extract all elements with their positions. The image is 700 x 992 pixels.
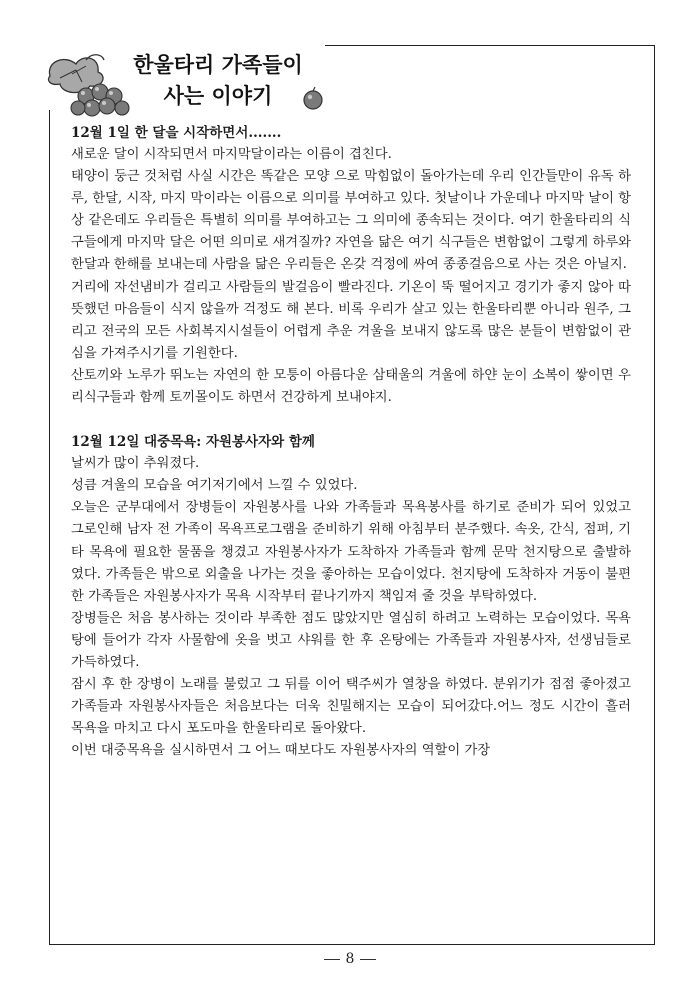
section-2-paragraph: 날씨가 많이 추워졌다. (71, 456, 200, 472)
title-line-1: 한울타리 가족들이 (133, 53, 303, 77)
page-number: 8 (345, 951, 355, 967)
section-1-paragraph: 산토끼와 노루가 뛰노는 자연의 한 모퉁이 아름다운 삼태울의 겨울에 하얀 눈이 소복이 쌓이면 우리식구들과 함께 토끼몰이도 하면서 건강하게 보내야지. (71, 367, 631, 406)
page-title (108, 50, 328, 112)
section-1-title: 12월 1일 한 달을 시작하면서....... (71, 125, 282, 141)
section-2-paragraph: 오늘은 군부대에서 장병들이 자원봉사를 나와 가족들과 목욕봉사를 하기로 준비가 되어 있었고 그로인해 남자 전 가족이 목욕프로그램을 준비하기 위해 아침부터 분주했다. 속옷, 간식, 점퍼, 기타 목욕에 필요한 물품을 챙겼고 자원봉사자가 도착하자 가족들과 함께 문막 천지탕으로 출발하였다. 가족들은 밖으로 외출을 나가는 것을 좋아하는 모습이었다. 천지탕에 도착하자 거동이 불편한 가족들은 자원봉사자가 목욕 시작부터 끝나기까지 책임져 줄 것을 부탁하였다. (71, 500, 631, 604)
section-1-paragraph: 새로운 달이 시작되면서 마지막달이라는 이름이 겹친다. (71, 147, 392, 162)
section-2-paragraph: 잠시 후 한 장병이 노래를 불렀고 그 뒤를 이어 택주씨가 열창을 하였다. 분위기가 점점 좋아졌고 가족들과 자원봉사자들은 처음보다는 더욱 친밀해지는 모습이 되어갔다.어느 정도 시간이 흘러 목욕을 마치고 다시 포도마을 한울타리로 돌아왔다. (71, 677, 631, 737)
section-2-paragraph: 성큼 겨울의 모습을 여기저기에서 느낄 수 있었다. (71, 478, 358, 494)
footer-dash-left (324, 959, 340, 960)
section-1-paragraph: 거리에 자선냄비가 걸리고 사람들의 발걸음이 빨라진다. 기온이 뚝 떨어지고 경기가 좋지 않아 따뜻했던 마음들이 식지 않을까 걱정도 해 본다. 비록 우리가 살고 있는 한울타리뿐 아니라 원주, 그리고 전국의 모든 사회복지시설들이 어렵게 추운 겨울을 보내지 않도록 많은 분들이 변함없이 관심을 가져주시기를 기원한다. (71, 279, 631, 361)
frame-top-line (325, 45, 655, 46)
footer-dash-right (360, 959, 376, 960)
section-1-paragraph: 태양이 둥근 것처럼 사실 시간은 똑같은 모양 으로 막힘없이 돌아가는데 우리 인간들만이 유독 하루, 한달, 시작, 마지 막이라는 이름으로 의미를 부여하고 있다. 첫날이나 가운데나 마지막 날이 항상 같은데도 우리들은 특별히 의미를 부여하고는 그 의미에 종속되는 것이다. 여기 한울타리의 식구들에게 마지막 달은 어떤 의미로 새겨질까? 자연을 닮은 여기 식구들은 변함없이 그렇게 하루와 한달과 한해를 보내는데 사람을 닮은 우리들은 온갖 걱정에 싸여 종종걸음으로 사는 것은 아닐지. (71, 169, 631, 273)
title-line-2: 사는 이야기 (163, 84, 273, 108)
frame-left-line (49, 110, 50, 945)
section-2-paragraph: 장병들은 처음 봉사하는 것이라 부족한 점도 많았지만 열심히 하려고 노력하는 모습이었다. 목욕탕에 들어가 각자 사물함에 옷을 벗고 샤워를 한 후 온탕에는 가족들과 자원봉사자, 선생님들로 가득하였다. (71, 610, 631, 670)
section-2-title: 12월 12일 대중목욕: 자원봉사자와 함께 (71, 434, 315, 451)
section-2-paragraph: 이번 대중목욕을 실시하면서 그 어느 때보다도 자원봉사자의 역할이 가장 (71, 743, 491, 759)
frame-right-line (654, 45, 655, 945)
page-number-footer (0, 951, 700, 967)
section-spacer (71, 409, 631, 431)
frame-bottom-line (49, 944, 655, 945)
article-body (71, 122, 631, 762)
